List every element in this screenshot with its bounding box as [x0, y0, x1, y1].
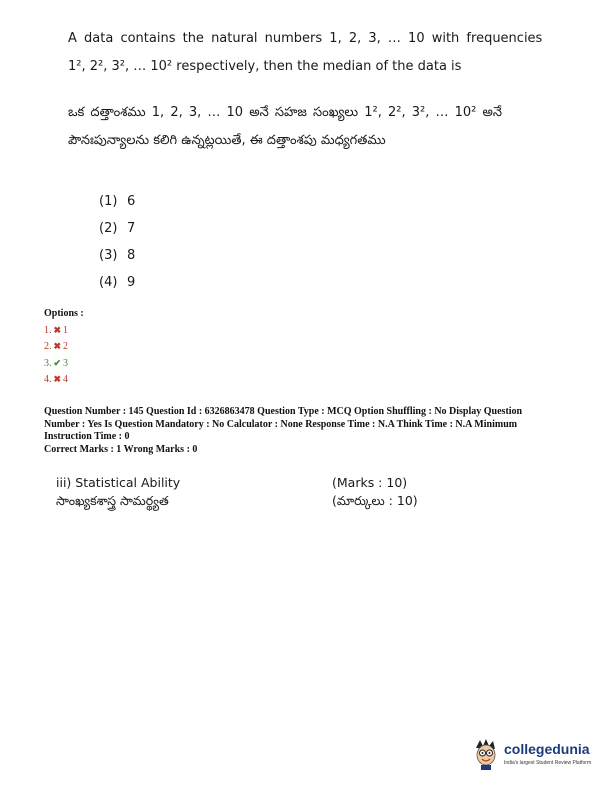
option-number: (2) [99, 221, 118, 236]
question-info-line-3: Instruction Time : 0 [44, 431, 130, 442]
answer-choice-3 [44, 357, 564, 371]
cross-icon: ✖ [53, 341, 62, 351]
option-value: 9 [127, 275, 136, 290]
question-info-line-2: Number : Yes Is Question Mandatory : No Calculator : None Response Time : N.A Think Time : N.A Minimum [44, 418, 518, 430]
section-marks-telugu: (మార్కులు : 10) [332, 493, 418, 508]
choice-prefix: 1. [44, 324, 52, 336]
cross-icon: ✖ [53, 324, 62, 335]
question-telugu-line-1: ఒక దత్తాంశము 1, 2, 3, … 10 అనే సహజ సంఖ్యలు 1², 2², 3², … 10² అనే [68, 105, 503, 120]
question-english-line-2: 1², 2², 3², … 10² respectively, then the median of the data is [68, 59, 462, 74]
section-header [56, 474, 456, 510]
options-list [99, 193, 135, 301]
mascot-face-icon [472, 738, 500, 770]
option-number: (4) [99, 275, 118, 290]
cross-icon: ✖ [53, 374, 62, 384]
choice-value: 1 [63, 324, 69, 336]
question-english-line-1: A data contains the natural numbers 1, 2, 3, … 10 with frequencies [68, 31, 543, 46]
option-3 [99, 247, 135, 265]
choice-prefix: 2. [44, 341, 52, 352]
option-4 [99, 274, 135, 292]
answer-key [44, 308, 564, 390]
choice-value: 2 [63, 341, 69, 352]
answer-choice-4 [44, 373, 564, 387]
section-marks-english: (Marks : 10) [332, 475, 408, 490]
answer-choice-1 [44, 324, 564, 338]
answer-choice-2 [44, 340, 564, 354]
collegedunia-logo [472, 738, 602, 772]
logo-tagline: India's largest Student Review Platform [504, 760, 592, 766]
question-info-line-4: Correct Marks : 1 Wrong Marks : 0 [44, 443, 198, 455]
question-telugu-line-2: పౌనఃపున్యాలను కలిగి ఉన్నట్లయితే, ఈ దత్తాంశపు మధ్యగతము [68, 133, 386, 148]
section-name-telugu: సాంఖ్యకశాస్త్ర సామర్థ్యత [56, 493, 169, 508]
logo-brand-text: collegedunia [504, 741, 590, 757]
question-info [44, 406, 564, 456]
choice-value: 3 [63, 357, 69, 369]
section-name-english: iii) Statistical Ability [56, 475, 181, 490]
option-value: 7 [127, 221, 136, 236]
option-1 [99, 193, 135, 211]
option-number: (3) [99, 248, 118, 263]
choice-prefix: 3. [44, 357, 52, 369]
answer-key-title: Options : [44, 308, 84, 319]
choice-prefix: 4. [44, 374, 52, 385]
option-value: 6 [127, 194, 136, 209]
question-block [68, 30, 543, 160]
check-icon: ✔ [53, 357, 62, 368]
option-value: 8 [127, 248, 136, 263]
choice-value: 4 [63, 374, 69, 385]
question-info-line-1: Question Number : 145 Question Id : 6326863478 Question Type : MCQ Option Shuffling : No Display Question [44, 406, 523, 417]
option-number: (1) [99, 194, 118, 209]
option-2 [99, 220, 135, 238]
